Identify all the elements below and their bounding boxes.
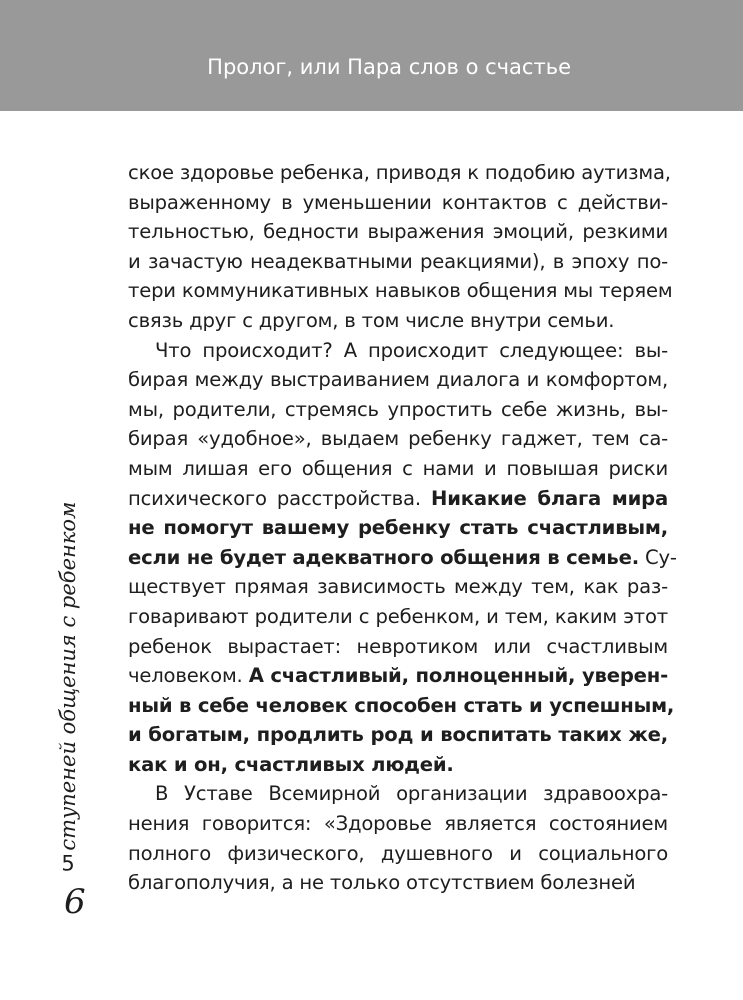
text-line xyxy=(128,424,668,454)
text-run: бирая «удобное», выдаем ребенку гаджет, тем са- xyxy=(128,427,668,451)
vertical-book-title xyxy=(53,501,83,876)
text-run: полного физического, душевного и социального xyxy=(128,841,668,865)
page-number: 6 xyxy=(64,882,86,922)
text-line xyxy=(128,839,668,869)
paragraph xyxy=(128,158,673,336)
text-line xyxy=(128,661,668,691)
bold-text: не помогут вашему ребенку стать счастливым, xyxy=(128,516,668,540)
book-number: 5 xyxy=(61,851,75,876)
text-line xyxy=(128,484,668,514)
text-run: ществует прямая зависимость между тем, как раз- xyxy=(128,575,668,599)
text-line xyxy=(128,572,668,602)
text-line xyxy=(128,395,668,425)
text-line xyxy=(128,513,668,543)
text-line xyxy=(128,306,668,336)
bold-text: А счастливый, полноценный, уверен- xyxy=(248,664,669,688)
bold-text: и богатым, продлить род и воспитать таких же, xyxy=(128,723,668,747)
text-line xyxy=(128,602,668,632)
text-line xyxy=(128,188,668,218)
text-line xyxy=(128,632,668,662)
text-line xyxy=(128,720,668,750)
text-run: связь друг с другом, в том числе внутри семьи. xyxy=(128,308,615,332)
bold-text: если не будет адекватного общения в семье. xyxy=(128,545,639,569)
text-run: мым лишая его общения с нами и повышая риски xyxy=(128,456,668,480)
text-line xyxy=(128,543,677,573)
text-run: выраженному в уменьшении контактов с действи- xyxy=(128,190,668,214)
paragraph xyxy=(128,779,668,897)
running-title: Пролог, или Пара слов о счастье xyxy=(207,55,571,79)
text-run: ское здоровье ребенка, приводя к подобию аутизма, xyxy=(128,161,671,184)
text-run: Что происходит? А происходит следующее: вы- xyxy=(155,338,668,362)
text-line xyxy=(128,809,668,839)
text-line xyxy=(128,750,668,780)
text-line xyxy=(128,691,675,721)
text-line xyxy=(128,365,668,395)
text-line xyxy=(128,336,668,366)
text-run: В Уставе Всемирной организации здравоохра- xyxy=(155,782,668,806)
text-run: мы, родители, стремясь упростить себе жизнь, вы- xyxy=(128,397,668,421)
paragraph xyxy=(128,336,677,780)
text-run: тельностью, бедности выражения эмоций, резкими xyxy=(128,220,668,244)
text-run: психического расстройства. xyxy=(128,486,432,510)
text-run: нения говорится: «Здоровье является состоянием xyxy=(128,812,668,836)
text-run: говаривают родители с ребенком, и тем, каким этот xyxy=(128,604,668,628)
text-run: человеком. xyxy=(128,664,249,688)
text-run: тери коммуникативных навыков общения мы теряем xyxy=(128,279,673,303)
header-bar xyxy=(0,0,743,111)
body-text xyxy=(128,158,677,898)
text-run: благополучия, а не только отсутствием болезней xyxy=(128,871,636,895)
text-line xyxy=(128,454,668,484)
text-run: Су- xyxy=(638,545,677,569)
text-line xyxy=(128,779,668,809)
bold-text: Никакие блага мира xyxy=(431,486,668,510)
text-line xyxy=(128,217,668,247)
text-line xyxy=(128,868,668,898)
text-line xyxy=(128,158,671,188)
bold-text: как и он, счастливых людей. xyxy=(128,752,454,776)
text-run: ребенок вырастает: невротиком или счастливым xyxy=(128,634,668,658)
text-run: бирая между выстраиванием диалога и комфортом, xyxy=(128,368,668,392)
book-title: ступеней общения с ребенком xyxy=(56,501,80,851)
bold-text: ный в себе человек способен стать и успешным, xyxy=(128,693,675,717)
text-line xyxy=(128,276,673,306)
text-run: и зачастую неадекватными реакциями), в эпоху по- xyxy=(128,249,668,273)
text-line xyxy=(128,247,668,277)
